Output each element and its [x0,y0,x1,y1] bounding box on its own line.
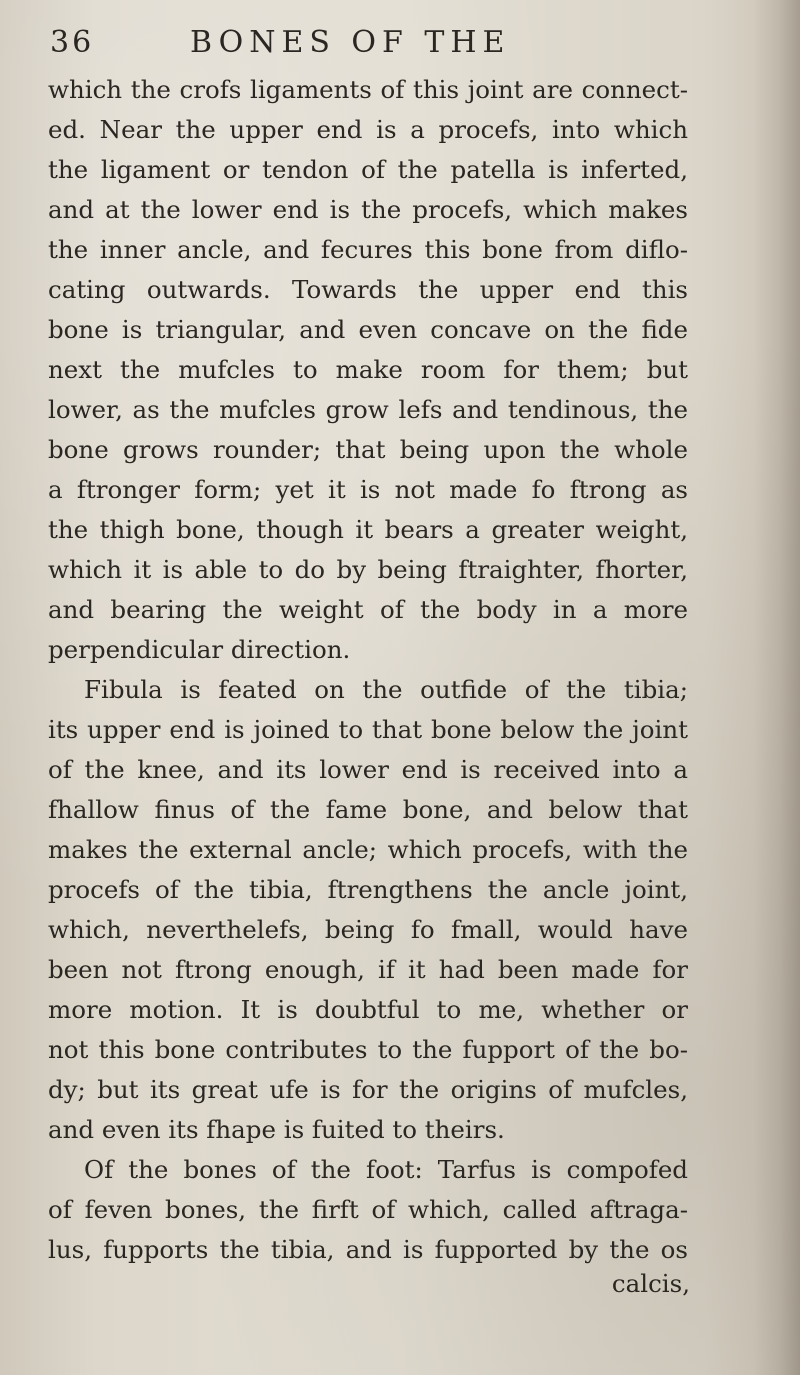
text-line: the thigh bone, though it bears a greater weight, [48,515,688,544]
text-line: next the mufcles to make room for them; but [48,355,688,384]
text-line: bone is triangular, and even concave on the fide [48,315,688,344]
text-line: Fibula is feated on the outfide of the tibia; [84,675,688,704]
text-line: and even its fhape is fuited to theirs. [48,1115,505,1144]
text-line: perpendicular direction. [48,635,351,664]
text-line: cating outwards. Towards the upper end this [48,275,688,304]
text-line: which, neverthelefs, being fo fmall, would have [48,915,688,944]
text-line: Of the bones of the foot: Tarfus is compofed [84,1155,688,1184]
text-line: of the knee, and its lower end is received into a [48,755,688,784]
text-line: of feven bones, the firft of which, called aftraga- [48,1195,688,1224]
catchword: calcis, [611,1269,690,1298]
text-line: which it is able to do by being ftraighter, fhorter, [48,555,688,584]
text-line: fhallow finus of the fame bone, and below that [48,795,688,824]
text-line: a ftronger form; yet it is not made fo ftrong as [48,475,688,504]
text-line: lower, as the mufcles grow lefs and tendinous, the [48,395,688,424]
text-line: which the crofs ligaments of this joint are connect- [48,75,688,104]
text-line: more motion. It is doubtful to me, whether or [48,995,688,1024]
text-line: and bearing the weight of the body in a more [48,595,688,624]
text-line: not this bone contributes to the fupport of the bo- [48,1035,688,1064]
page-header [50,20,690,66]
text-line: makes the external ancle; which procefs, with the [48,835,688,864]
text-line: been not ftrong enough, if it had been made for [48,955,688,984]
text-line: lus, fupports the tibia, and is fupported by the os [48,1235,688,1264]
page-number: 36 [50,25,95,60]
text-line: and at the lower end is the procefs, which makes [48,195,688,224]
running-title: BONES OF THE [190,25,511,60]
text-line: the ligament or tendon of the patella is inferted, [48,155,688,184]
text-line: ed. Near the upper end is a procefs, into which [48,115,688,144]
page-edge-shadow [754,0,800,1375]
text-line: dy; but its great ufe is for the origins of mufcles, [48,1075,688,1104]
text-line: procefs of the tibia, ftrengthens the ancle joint, [48,875,688,904]
text-line: the inner ancle, and fecures this bone from diflo- [48,235,688,264]
text-line: bone grows rounder; that being upon the whole [48,435,688,464]
text-line: its upper end is joined to that bone below the joint [48,715,688,744]
body-text [48,70,688,1270]
